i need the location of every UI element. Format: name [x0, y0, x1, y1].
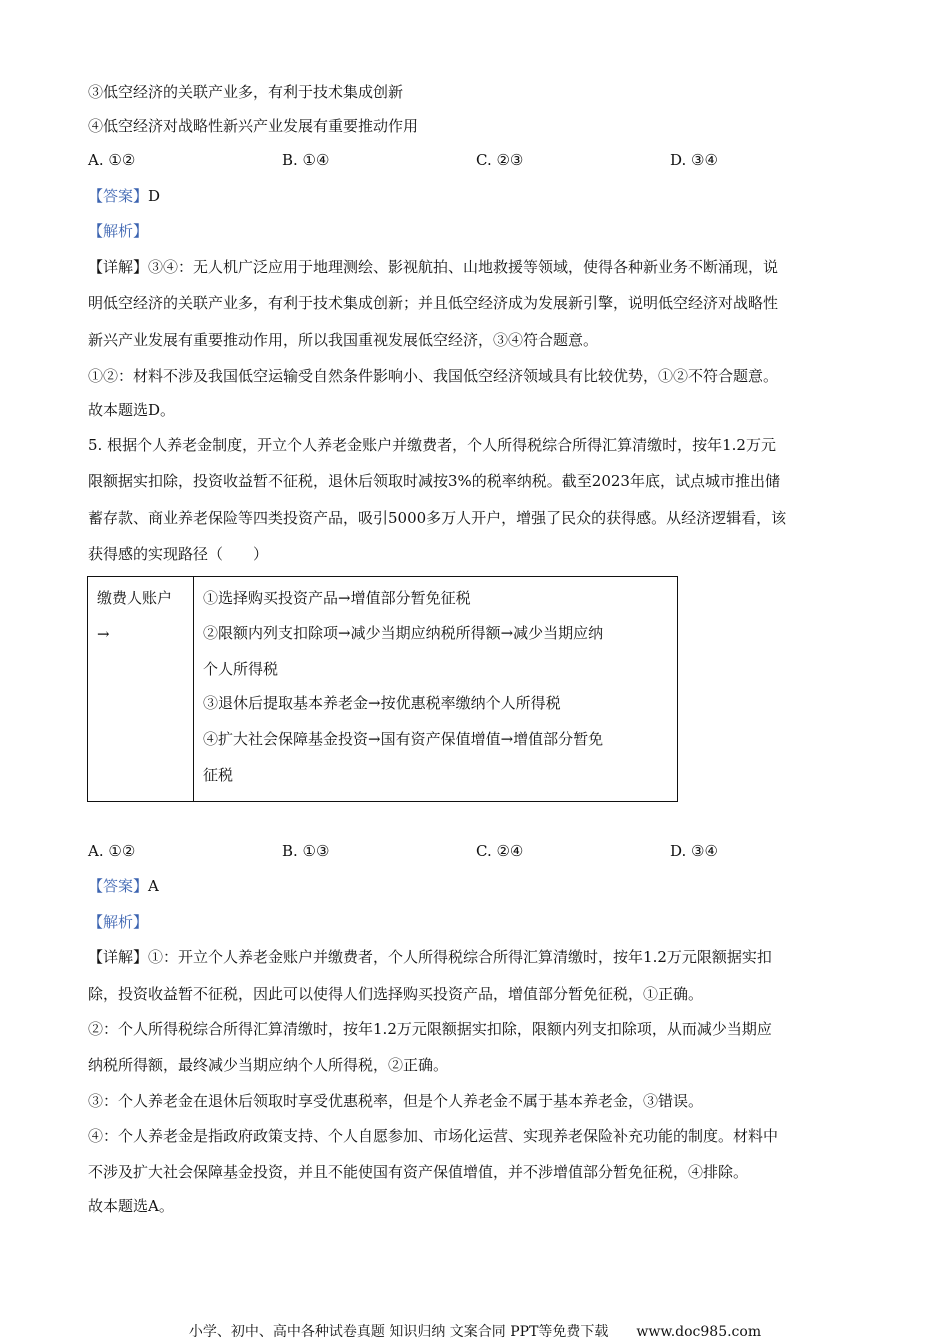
q5-conclusion: 故本题选A。 [88, 1197, 174, 1215]
table-left-label: 缴费人账户 [97, 589, 173, 607]
table-path-1: ①选择购买投资产品→增值部分暂免征税 [203, 589, 471, 607]
q5-detail-line-3: ②：个人所得税综合所得汇算清缴时，按年1.2万元限额据实扣除，限额内列支扣除项，从而减少当期应 [88, 1020, 772, 1038]
q5-choice-a: A. ①② [88, 842, 136, 860]
q5-stem-line-3: 蓄存款、商业养老保险等四类投资产品，吸引5000多万人开户，增强了民众的获得感。从经济逻辑看，该 [88, 509, 787, 527]
q5-answer [88, 875, 159, 897]
q5-detail-line-6: ④：个人养老金是指政府政策支持、个人自愿参加、市场化运营、实现养老保险补充功能的制度。材料中 [88, 1127, 779, 1145]
q4-detail-line-4: ①②：材料不涉及我国低空运输受自然条件影响小、我国低空经济领域具有比较优势，①②不符合题意。 [88, 367, 779, 385]
q5-stem-line-2: 限额据实扣除，投资收益暂不征税，退休后领取时减按3%的税率纳税。截至2023年底，试点城市推出储 [88, 472, 780, 490]
q4-choice-a: A. ①② [88, 151, 136, 169]
q5-choice-c: C. ②④ [476, 842, 524, 860]
table-path-3: ③退休后提取基本养老金→按优惠税率缴纳个人所得税 [203, 694, 561, 712]
answer-value: A [148, 877, 159, 895]
page-footer: 小学、初中、高中各种试卷真题 知识归纳 文案合同 PPT等免费下载 www.doc985.com [188, 1324, 762, 1340]
q4-detail-line-2: 明低空经济的关联产业多，有利于技术集成创新；并且低空经济成为发展新引擎，说明低空经济对战略性 [88, 294, 779, 312]
q4-detail-line-1 [88, 256, 778, 278]
q5-analysis-tag: 【解析】 [88, 913, 149, 931]
q5-detail-line-1 [88, 946, 772, 968]
q5-stem-line-1: 5. 根据个人养老金制度，开立个人养老金账户并缴费者，个人所得税综合所得汇算清缴时，按年1.2万元 [88, 436, 776, 454]
q5-choice-d: D. ③④ [670, 842, 718, 860]
q4-choice-b: B. ①④ [282, 151, 330, 169]
table-path-4: ④扩大社会保障基金投资→国有资产保值增值→增值部分暂免 [203, 730, 604, 748]
table-left-arrow: → [97, 625, 110, 643]
q4-option-statement-4: ④低空经济对战略性新兴产业发展有重要推动作用 [88, 117, 419, 135]
q5-detail-line-2: 除，投资收益暂不征税，因此可以使得人们选择购买投资产品，增值部分暂免征税，①正确。 [88, 985, 704, 1003]
detail-text: ①：开立个人养老金账户并缴费者，个人所得税综合所得汇算清缴时，按年1.2万元限额据实扣 [148, 948, 772, 966]
detail-tag: 【详解】 [88, 258, 149, 276]
q4-analysis-tag: 【解析】 [88, 222, 149, 240]
detail-tag: 【详解】 [88, 948, 149, 966]
answer-value: D [148, 187, 161, 205]
table-path-2: ②限额内列支扣除项→减少当期应纳税所得额→减少当期应纳 [203, 624, 604, 642]
q5-detail-line-7: 不涉及扩大社会保障基金投资，并且不能使国有资产保值增值，并不涉增值部分暂免征税，④排除。 [88, 1163, 749, 1181]
q5-path-table [87, 576, 678, 802]
answer-tag: 【答案】 [88, 877, 149, 895]
table-path-4-cont: 征税 [203, 766, 234, 784]
table-path-2-cont: 个人所得税 [203, 660, 279, 678]
q4-option-statement-3: ③低空经济的关联产业多，有利于技术集成创新 [88, 83, 404, 101]
q4-detail-line-3: 新兴产业发展有重要推动作用，所以我国重视发展低空经济，③④符合题意。 [88, 331, 599, 349]
q4-conclusion: 故本题选D。 [88, 401, 176, 419]
q4-choice-c: C. ②③ [476, 151, 524, 169]
q4-answer [88, 185, 160, 207]
q5-detail-line-5: ③：个人养老金在退休后领取时享受优惠税率，但是个人养老金不属于基本养老金，③错误。 [88, 1092, 704, 1110]
q5-choice-b: B. ①③ [282, 842, 330, 860]
q4-choice-d: D. ③④ [670, 151, 718, 169]
table-divider [193, 577, 194, 801]
detail-text: ③④：无人机广泛应用于地理测绘、影视航拍、山地救援等领域，使得各种新业务不断涌现，说 [148, 258, 779, 276]
answer-tag: 【答案】 [88, 187, 149, 205]
q5-detail-line-4: 纳税所得额，最终减少当期应纳个人所得税，②正确。 [88, 1056, 449, 1074]
q5-stem-line-4: 获得感的实现路径（ ） [88, 545, 269, 563]
